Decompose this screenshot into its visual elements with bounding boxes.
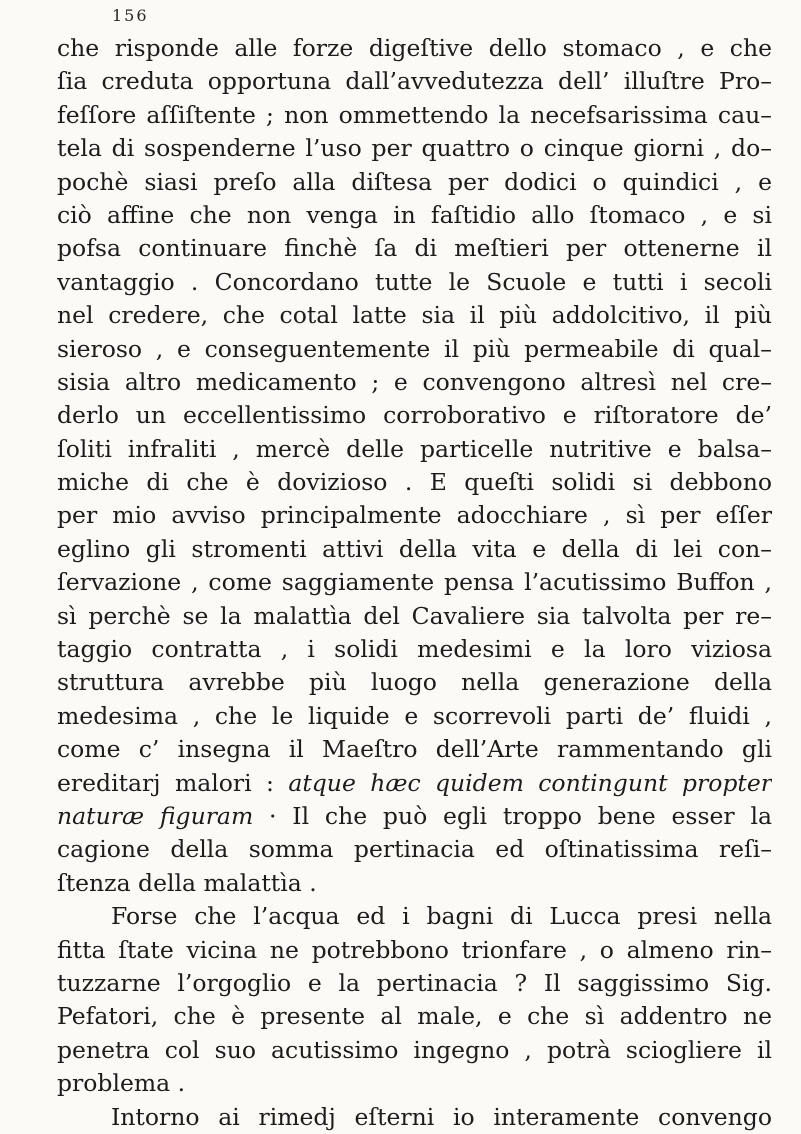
text-line: nel credere, che cotal latte sia il più addolcitivo, il più <box>57 301 772 330</box>
text-line <box>57 800 772 833</box>
text-line: pochè siasi preſo alla diſtesa per dodici o quindici , e <box>57 167 772 196</box>
text-line: per mio avviso principalmente adocchiare , sì per eſſer <box>57 501 772 530</box>
text-line: ſtenza della malattìa . <box>57 868 317 897</box>
text-line: sì perchè se la malattìa del Cavaliere sia talvolta per re– <box>57 601 772 630</box>
text-line: Pefatori, che è presente al male, e che sì addentro ne <box>57 1002 772 1031</box>
text-line: cagione della somma pertinacia ed oſtinatissima reſi– <box>57 835 772 864</box>
text-line: miche di che è dovizioso . E queſti solidi si debbono <box>57 468 772 497</box>
latin-quotation: naturæ figuram <box>57 801 254 830</box>
text-line: Forse che l’acqua ed i bagni di Lucca presi nella <box>111 902 772 931</box>
text-line: penetra col suo acutissimo ingegno , potrà sciogliere il <box>57 1035 772 1064</box>
text-line: ſia creduta opportuna dall’avvedutezza dell’ illuſtre Pro– <box>57 67 772 96</box>
text-line: pofsa continuare finchè ſa di meſtieri per ottenerne il <box>57 234 772 263</box>
text-line: medesima , che le liquide e scorrevoli parti de’ fluidi , <box>57 701 772 730</box>
body-text <box>57 32 772 1134</box>
latin-quotation: atque hæc quidem contingunt propter <box>288 768 772 797</box>
text-line: eglino gli stromenti attivi della vita e della di lei con– <box>57 534 772 563</box>
text-line: che risponde alle forze digeſtive dello stomaco , e che <box>57 34 772 62</box>
text-line: struttura avrebbe più luogo nella generazione della <box>57 668 772 697</box>
text-run: ereditarj malori : <box>57 768 289 797</box>
text-line: vantaggio . Concordano tutte le Scuole e tutti i secoli <box>57 267 772 296</box>
page-number: 156 <box>112 6 149 25</box>
text-line: come c’ insegna il Maeſtro dell’Arte rammentando gli <box>57 735 772 764</box>
text-line: sieroso , e conseguentemente il più permeabile di qual– <box>57 334 772 363</box>
text-line: tuzzarne l’orgoglio e la pertinacia ? Il saggissimo Sig. <box>57 968 772 997</box>
text-run: · Il che può egli troppo bene esser la <box>253 801 772 830</box>
text-line: ſoliti infraliti , mercè delle particelle nutritive e balsa– <box>57 434 772 463</box>
text-line <box>57 767 772 800</box>
text-line: fitta ſtate vicina ne potrebbono trionfare , o almeno rin– <box>57 935 772 964</box>
text-line: sisia altro medicamento ; e convengono altresì nel cre– <box>57 367 772 396</box>
text-line: ciò affine che non venga in faſtidio allo ſtomaco , e si <box>57 200 772 229</box>
text-line: Intorno ai rimedj eſterni io interamente convengo <box>111 1102 772 1131</box>
text-line: tela di sospenderne l’uso per quattro o cinque giorni , do– <box>57 134 772 163</box>
text-line: problema . <box>57 1069 186 1098</box>
text-line: feſſore aſſiſtente ; non ommettendo la necefsarissima cau– <box>57 100 772 129</box>
text-line: derlo un eccellentissimo corroborativo e riſtoratore de’ <box>57 401 772 430</box>
text-line: taggio contratta , i solidi medesimi e la loro viziosa <box>57 635 772 664</box>
text-line: ſervazione , come saggiamente pensa l’acutissimo Buffon , <box>57 568 772 597</box>
